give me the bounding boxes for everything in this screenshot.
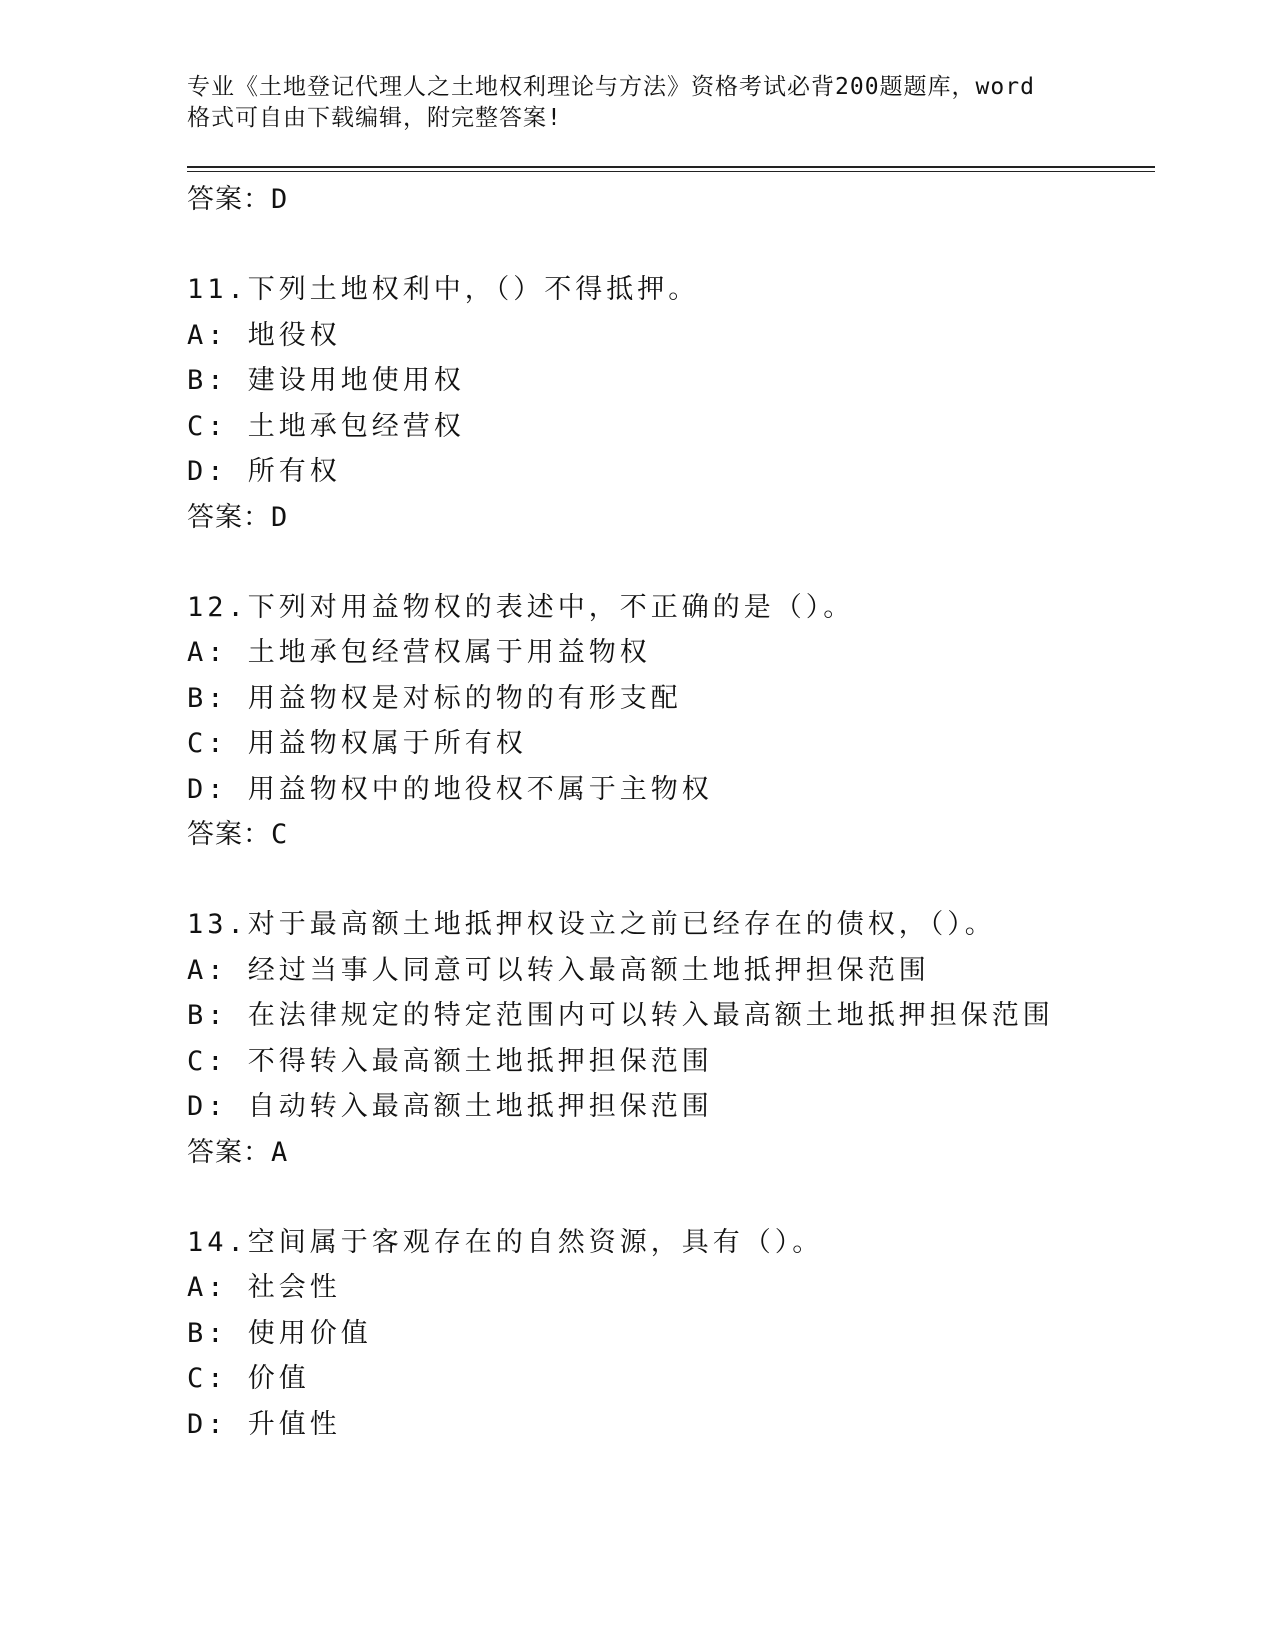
- option-c: C: 土地承包经营权: [187, 410, 465, 442]
- option-b: B: 使用价值: [187, 1317, 372, 1349]
- answer-line: [187, 177, 1155, 222]
- answer-value: D: [271, 184, 289, 215]
- answer-label: 答案：: [187, 501, 271, 533]
- option-c: C: 价值: [187, 1363, 310, 1394]
- question-block-13: [187, 902, 1155, 1175]
- option-d: D: 自动转入最高额土地抵押担保范围: [187, 1091, 713, 1122]
- document-header: [187, 72, 1155, 134]
- option-d: D: 升值性: [187, 1408, 341, 1440]
- header-divider: [187, 166, 1155, 168]
- option-d: D: 用益物权中的地役权不属于主物权: [187, 773, 713, 805]
- question-stem: 13.对于最高额土地抵押权设立之前已经存在的债权，（）。: [187, 909, 996, 940]
- question-stem: 14.空间属于客观存在的自然资源，具有（）。: [187, 1226, 824, 1258]
- option-a: A: 地役权: [187, 319, 341, 351]
- option-a: A: 经过当事人同意可以转入最高额土地抵押担保范围: [187, 954, 930, 986]
- question-block-12: [187, 585, 1155, 858]
- answer-label: 答案：: [187, 819, 271, 850]
- answer-label: 答案：: [187, 184, 271, 215]
- option-b: B: 用益物权是对标的物的有形支配: [187, 682, 682, 714]
- header-line-2: 格式可自由下载编辑，附完整答案!: [187, 105, 562, 131]
- answer-label: 答案：: [187, 1136, 271, 1168]
- question-block-11: [187, 267, 1155, 540]
- question-block-14: [187, 1220, 1155, 1448]
- answer-line: [187, 1130, 1155, 1175]
- question-stem: 12.下列对用益物权的表述中，不正确的是（）。: [187, 591, 855, 623]
- answer-value: C: [271, 819, 289, 850]
- option-c: C: 不得转入最高额土地抵押担保范围: [187, 1045, 713, 1077]
- option-b: B: 在法律规定的特定范围内可以转入最高额土地抵押担保范围: [187, 1000, 1054, 1031]
- header-line-1: 专业《土地登记代理人之土地权利理论与方法》资格考试必背200题题库，word: [187, 74, 1035, 100]
- option-a: A: 土地承包经营权属于用益物权: [187, 637, 651, 668]
- answer-value: A: [271, 1136, 289, 1168]
- option-a: A: 社会性: [187, 1272, 341, 1303]
- question-stem: 11.下列土地权利中，（）不得抵押。: [187, 274, 700, 305]
- option-c: C: 用益物权属于所有权: [187, 728, 527, 759]
- answer-line: [187, 495, 1155, 540]
- answer-line: [187, 812, 1155, 857]
- option-d: D: 所有权: [187, 456, 341, 487]
- option-b: B: 建设用地使用权: [187, 365, 465, 396]
- document-page: [187, 72, 1155, 1447]
- answer-value: D: [271, 501, 289, 533]
